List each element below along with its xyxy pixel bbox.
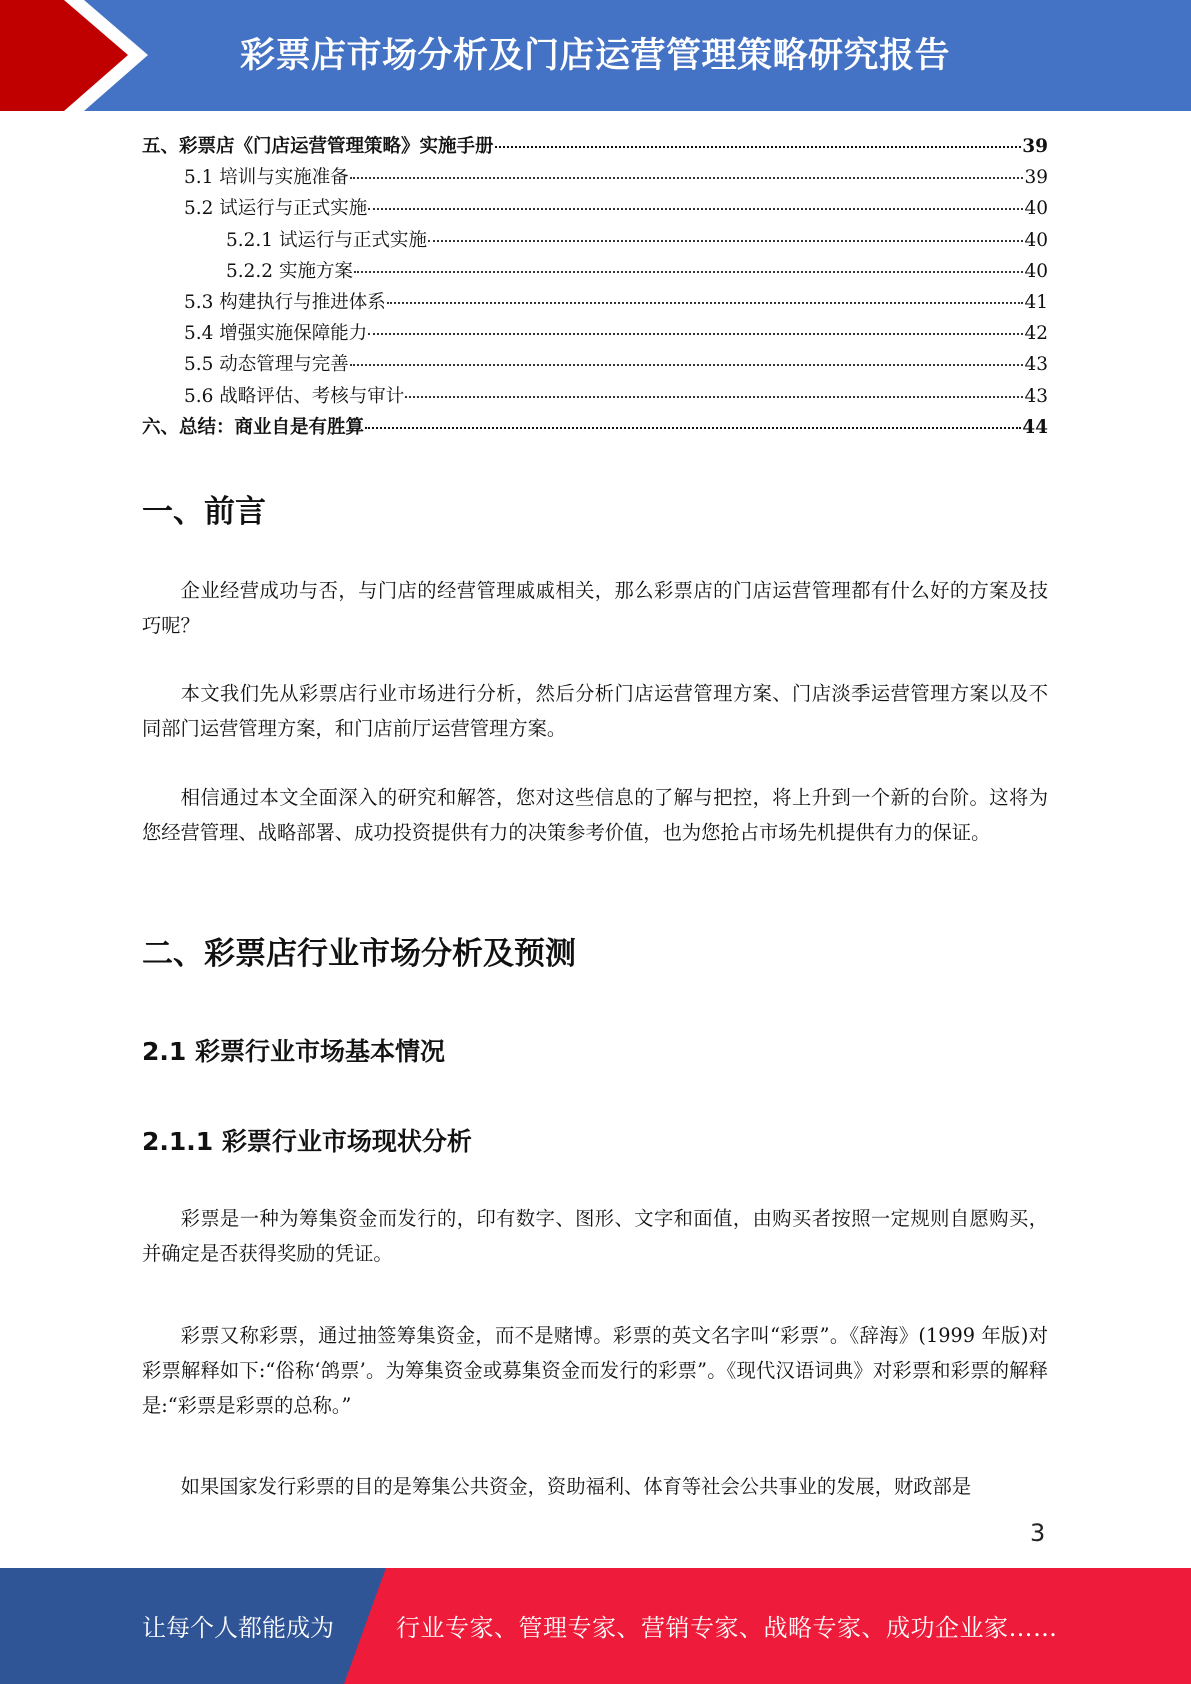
table-of-contents xyxy=(142,128,1048,440)
toc-entry-title: 5.6 战略评估、考核与审计 xyxy=(184,385,405,407)
toc-dot-leader xyxy=(495,124,1022,148)
toc-entry[interactable] xyxy=(142,409,1048,440)
preface-paragraph-3: 相信通过本文全面深入的研究和解答，您对这些信息的了解与把控，将上升到一个新的台阶。这将为您经营管理、战略部署、成功投资提供有力的决策参考价值，也为您抢占市场先机提供有力的保证。 xyxy=(142,786,1048,844)
report-title: 彩票店市场分析及门店运营管理策略研究报告 xyxy=(240,36,951,76)
heading-market-analysis: 二、彩票店行业市场分析及预测 xyxy=(142,936,576,972)
toc-entry-page: 40 xyxy=(1024,229,1048,251)
toc-entry-page: 43 xyxy=(1024,385,1048,407)
toc-entry-page: 43 xyxy=(1024,354,1048,376)
toc-entry-title: 5.1 培训与实施准备 xyxy=(184,167,349,189)
footer-slogan-right: 行业专家、管理专家、营销专家、战略专家、成功企业家…… xyxy=(396,1614,1058,1642)
section-paragraph-1: 彩票是一种为筹集资金而发行的，印有数字、图形、文字和面值，由购买者按照一定规则自愿购买，并确定是否获得奖励的凭证。 xyxy=(142,1207,1048,1265)
toc-dot-leader xyxy=(368,186,1023,210)
page-number: 3 xyxy=(1030,1519,1046,1547)
toc-entry-title: 5.3 构建执行与推进体系 xyxy=(184,291,386,313)
heading-2-1-1: 2.1.1 彩票行业市场现状分析 xyxy=(142,1127,472,1156)
toc-entry-title: 5.2 试运行与正式实施 xyxy=(184,198,368,220)
toc-entry-page: 40 xyxy=(1024,260,1048,282)
toc-dot-leader xyxy=(354,249,1024,273)
page-footer xyxy=(0,1568,1191,1684)
toc-entry-title: 五、彩票店《门店运营管理策略》实施手册 xyxy=(142,136,494,157)
toc-entry-page: 40 xyxy=(1024,198,1048,220)
toc-dot-leader xyxy=(350,155,1024,179)
toc-entry-title: 5.4 增强实施保障能力 xyxy=(184,323,368,345)
page-header xyxy=(0,0,1191,111)
section-paragraph-3: 如果国家发行彩票的目的是筹集公共资金，资助福利、体育等社会公共事业的发展，财政部是 xyxy=(180,1475,972,1498)
preface-paragraph-2: 本文我们先从彩票店行业市场进行分析，然后分析门店运营管理方案、门店淡季运营管理方案以及不同部门运营管理方案，和门店前厅运营管理方案。 xyxy=(142,682,1048,740)
toc-dot-leader xyxy=(365,405,1021,429)
section-paragraph-2: 彩票又称彩票，通过抽签筹集资金，而不是赌博。彩票的英文名字叫“彩票”。《辞海》(1999 年版)对彩票解释如下:“俗称‘鸽票’。为筹集资金或募集资金而发行的彩票”。《现代汉语词典》对彩票和彩票的解释是:“彩票是彩票的总称。” xyxy=(142,1324,1048,1417)
footer-slogan-left: 让每个人都能成为 xyxy=(142,1614,334,1642)
toc-entry-page: 39 xyxy=(1024,167,1048,189)
toc-entry-page: 44 xyxy=(1022,416,1048,438)
toc-entry-page: 42 xyxy=(1024,323,1048,345)
heading-2-1: 2.1 彩票行业市场基本情况 xyxy=(142,1037,445,1066)
toc-dot-leader xyxy=(405,374,1023,398)
toc-dot-leader xyxy=(368,311,1023,335)
toc-entry-title: 5.2.2 实施方案 xyxy=(226,260,353,282)
toc-entry-page: 39 xyxy=(1022,136,1048,157)
toc-dot-leader xyxy=(387,280,1024,304)
toc-dot-leader xyxy=(350,342,1024,366)
toc-entry-title: 六、总结：商业自是有胜算 xyxy=(142,416,365,438)
heading-preface: 一、前言 xyxy=(142,494,266,530)
toc-entry-page: 41 xyxy=(1024,291,1048,313)
toc-entry-title: 5.2.1 试运行与正式实施 xyxy=(226,229,427,251)
toc-entry-title: 5.5 动态管理与完善 xyxy=(184,354,349,376)
preface-paragraph-1: 企业经营成功与否，与门店的经营管理戚戚相关，那么彩票店的门店运营管理都有什么好的方案及技巧呢？ xyxy=(142,579,1048,637)
toc-dot-leader xyxy=(428,218,1023,242)
